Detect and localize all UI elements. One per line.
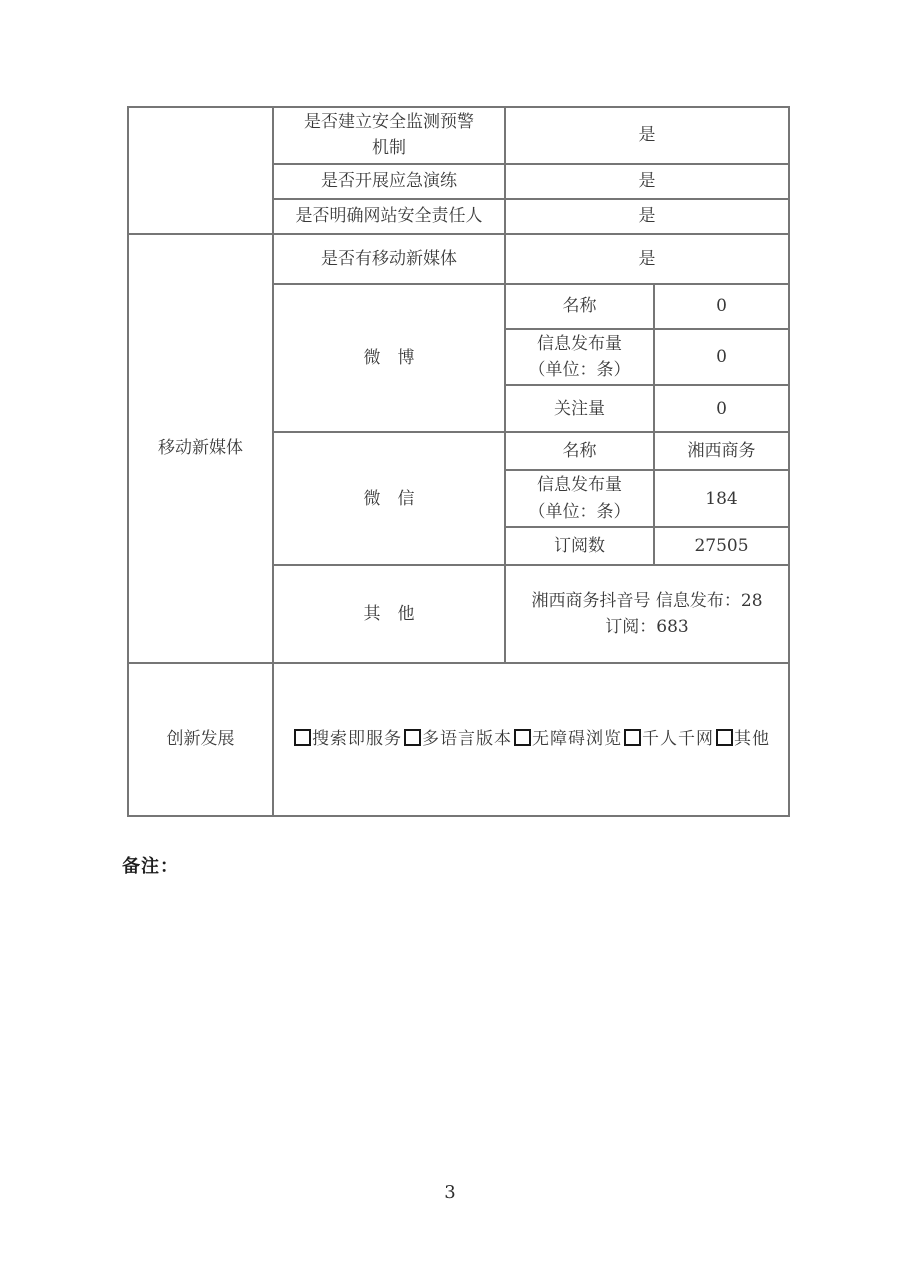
wechat-row-value: 184 [654,470,789,527]
security-row-value: 是 [505,107,789,164]
weibo-row-label: 名称 [505,284,654,329]
table-row [128,234,789,284]
weibo-row-value: 0 [654,385,789,432]
checkbox-icon[interactable] [716,729,733,746]
has-mobile-value: 是 [505,234,789,284]
innovation-options-cell [273,663,789,816]
security-section-header-cell [128,107,273,234]
label-line: 是否建立安全监测预警 [304,112,474,132]
table-row [128,107,789,164]
other-media-value [505,565,789,663]
innovation-option-label: 无障碍浏览 [532,729,622,750]
label-line: 机制 [372,138,406,159]
notes-label: 备注： [122,856,179,877]
weibo-row-label [505,329,654,386]
wechat-row-value: 27505 [654,527,789,565]
mobile-media-section-header: 移动新媒体 [128,234,273,663]
page-number: 3 [444,1182,456,1203]
label-line: 信息发布量 [537,333,622,354]
other-media-value-line: 订阅：683 [605,617,689,638]
label-line: （单位：条） [528,501,631,522]
has-mobile-label: 是否有移动新媒体 [273,234,505,284]
wechat-row-label [505,470,654,527]
wechat-row-value: 湘西商务 [654,432,789,470]
checkbox-icon[interactable] [294,729,311,746]
weibo-group-label: 微 博 [273,284,505,433]
security-row-value: 是 [505,164,789,199]
innovation-option-label: 千人千网 [642,729,714,750]
security-row-label: 是否开展应急演练 [273,164,505,199]
innovation-option-label: 搜索即服务 [312,729,402,750]
innovation-section-header: 创新发展 [128,663,273,816]
wechat-group-label: 微 信 [273,432,505,565]
checkbox-icon[interactable] [514,729,531,746]
weibo-row-value: 0 [654,329,789,386]
label-line: 信息发布量 [537,475,622,496]
table-row [128,663,789,816]
weibo-row-value: 0 [654,284,789,329]
innovation-option-label: 其他 [734,729,770,750]
other-media-value-line: 湘西商务抖音号 信息发布：28 [531,590,763,611]
security-row-label: 是否明确网站安全责任人 [273,199,505,234]
weibo-row-label: 关注量 [505,385,654,432]
innovation-option-label: 多语言版本 [422,729,512,750]
security-row-value: 是 [505,199,789,234]
report-table [127,106,790,817]
label-line: （单位：条） [528,360,631,381]
innovation-options-line [292,729,770,749]
other-media-label: 其 他 [273,565,505,663]
checkbox-icon[interactable] [404,729,421,746]
wechat-row-label: 订阅数 [505,527,654,565]
security-row-label [273,107,505,164]
wechat-row-label: 名称 [505,432,654,470]
checkbox-icon[interactable] [624,729,641,746]
